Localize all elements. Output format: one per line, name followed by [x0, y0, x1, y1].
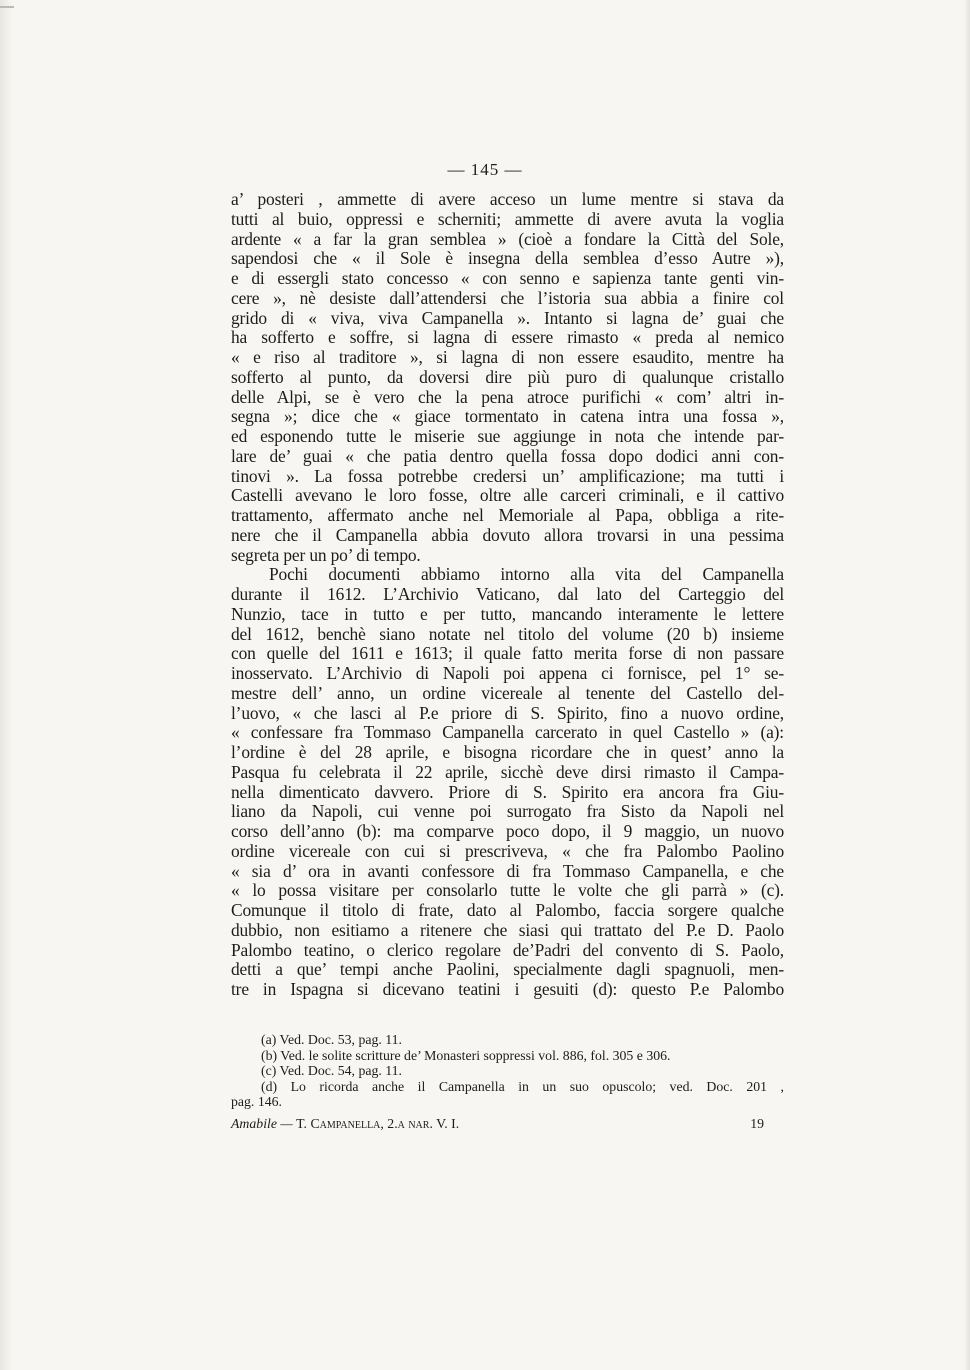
text-line: nella dimenticato davvero. Priore di S. Spirito era ancora fra Giu-	[231, 781, 784, 802]
text-line: trattamento, affermato anche nel Memoriale al Papa, obbliga a rite-	[231, 505, 784, 525]
body-text	[231, 190, 784, 1000]
text-line: Comunque il titolo di frate, dato al Palombo, faccia sorgere qualche	[231, 900, 784, 920]
text-line: ed esponendo tutte le miserie sue aggiunge in nota che intende par-	[231, 426, 784, 446]
paragraph-start-line: Pochi documenti abbiamo intorno alla vita del Campanella	[269, 564, 784, 585]
text-line: « lo possa visitare per consolarlo tutte le volte che gli parrà » (c).	[231, 880, 784, 901]
text-line: detti a que’ tempi anche Paolini, specialmente dagli spagnuoli, men-	[231, 959, 784, 980]
text-line: ordine vicereale con cui si prescriveva, « che fra Palombo Paolino	[231, 840, 784, 861]
scan-edge-right	[964, 0, 970, 1370]
footnote-d: (d) Lo ricorda anche il Campanella in un suo opuscolo; ved. Doc. 201 ,	[261, 1078, 784, 1094]
text-line: « confessare fra Tommaso Campanella carcerato in quel Castello » (a):	[231, 722, 784, 743]
footnotes	[231, 1032, 784, 1110]
signature-title: T. Campanella, 2.a nar. V. I.	[296, 1116, 460, 1131]
text-line: Palombo teatino, o clerico regolare de’Padri del convento di S. Paolo,	[231, 939, 784, 960]
text-line: inosservato. L’Archivio di Napoli poi appena ci fornisce, pel 1° se-	[231, 663, 784, 683]
text-line: con quelle del 1611 e 1613; il quale fatto merita forse di non passare	[231, 643, 784, 664]
signature-author: Amabile —	[231, 1116, 293, 1131]
text-line: tinovi ». La fossa potrebbe credersi un’ amplificazione; ma tutti i	[231, 465, 784, 486]
text-line: delle Alpi, se è vero che la pena atroce purifichi « com’ altri in-	[231, 386, 784, 407]
text-line: tutti al buio, oppressi e scherniti; ammette di avere avuta la voglia	[231, 208, 784, 229]
text-line: Nunzio, tace in tutto e per tutto, mancando interamente le lettere	[231, 603, 784, 624]
text-line: corso dell’anno (b): ma comparve poco dopo, il 9 maggio, un nuovo	[231, 821, 784, 841]
text-line: « sia d’ ora in avanti confessore di fra Tommaso Campanella, e che	[231, 860, 784, 881]
text-line: sofferto al punto, da doversi dire più puro di qualunque cristallo	[231, 366, 784, 387]
text-line: Castelli avevano le loro fosse, oltre alle carceri criminali, e il cattivo	[231, 485, 784, 506]
scan-edge-left	[0, 0, 12, 1370]
text-line: tre in Ispagna si dicevano teatini i gesuiti (d): questo P.e Palombo	[231, 979, 784, 999]
text-line: « e riso al traditore », si lagna di non essere esaudito, mentre ha	[231, 347, 784, 367]
footnote-d-continuation: pag. 146.	[231, 1094, 282, 1110]
text-line: liano da Napoli, cui venne poi surrogato fra Sisto da Napoli nel	[231, 801, 784, 822]
signature-line	[231, 1116, 764, 1132]
text-line: lare de’ guai « che patia dentro quella fossa dopo dodici anni con-	[231, 445, 784, 466]
text-line: nere che il Campanella abbia dovuto allora trovarsi in una pessima	[231, 524, 784, 545]
text-line: durante il 1612. L’Archivio Vaticano, dal lato del Carteggio del	[231, 584, 784, 604]
sheet-number: 19	[750, 1116, 764, 1131]
text-line: ha sofferto e soffre, si lagna di essere rimasto « preda al nemico	[231, 327, 784, 348]
text-line: segreta per un po’ di tempo.	[231, 544, 421, 565]
footnote-a: (a) Ved. Doc. 53, pag. 11.	[261, 1032, 402, 1047]
text-line: mestre dell’ anno, un ordine vicereale al tenente del Castello del-	[231, 682, 784, 703]
text-line: del 1612, benchè siano notate nel titolo del volume (20 b) insieme	[231, 623, 784, 644]
footnote-c: (c) Ved. Doc. 54, pag. 11.	[261, 1063, 402, 1079]
text-line: Pasqua fu celebrata il 22 aprile, sicchè deve dirsi rimasto il Campa-	[231, 761, 784, 782]
scan-corner-mark	[0, 6, 14, 8]
text-line: grido di « viva, viva Campanella ». Intanto si lagna de’ guai che	[231, 307, 784, 328]
text-line: a’ posteri , ammette di avere acceso un lume mentre si stava da	[231, 189, 784, 209]
text-line: l’ordine è del 28 aprile, e bisogna ricordare che in quest’ anno la	[231, 742, 784, 762]
text-line: segna »; dice che « giace tormentato in catena intra una fossa »,	[231, 406, 784, 427]
page-number: — 145 —	[447, 160, 523, 179]
text-line: sapendosi che « il Sole è insegna della semblea d’esso Autre »),	[231, 248, 784, 269]
text-line: e di essergli stato concesso « con senno e sapienza tante genti vin-	[231, 268, 784, 288]
text-line: dubbio, non esitiamo a ritenere che siasi qui trattato del P.e D. Paolo	[231, 919, 784, 940]
footnote-b: (b) Ved. le solite scritture de’ Monasteri soppressi vol. 886, fol. 305 e 306.	[261, 1047, 671, 1063]
signature-label	[231, 1116, 459, 1132]
text-line: cere », nè desiste dall’attendersi che l’istoria sua abbia a finire col	[231, 287, 784, 308]
text-line: l’uovo, « che lasci al P.e priore di S. Spirito, fino a nuovo ordine,	[231, 702, 784, 723]
text-line: ardente « a far la gran semblea » (cioè a fondare la Città del Sole,	[231, 228, 784, 249]
